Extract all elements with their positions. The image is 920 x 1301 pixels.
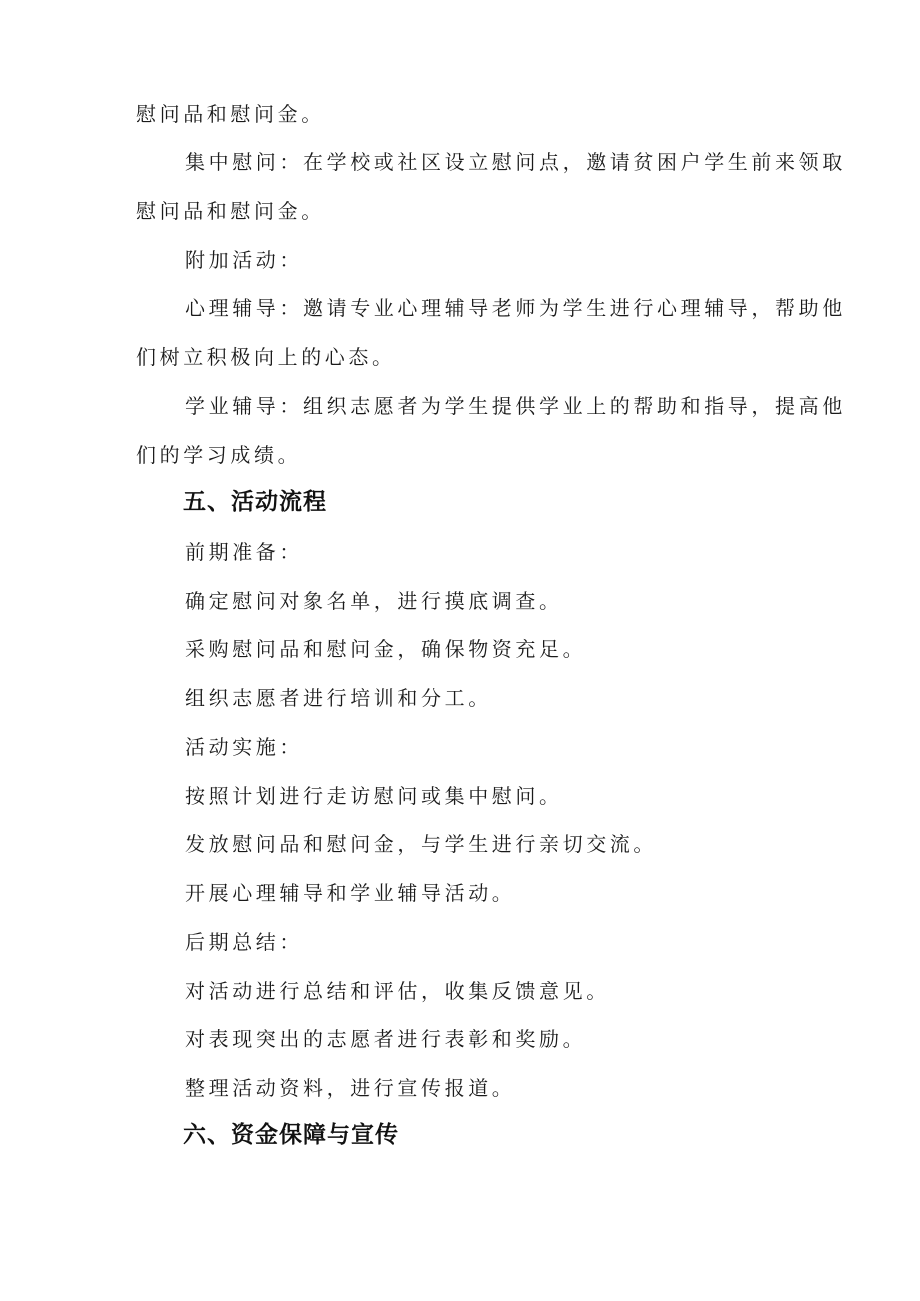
- section-heading-funding-and-publicity: 六、资金保障与宣传: [183, 1122, 399, 1148]
- paragraph-psychological-counseling-line1: 心理辅导：邀请专业心理辅导老师为学生进行心理辅导，帮助他: [185, 296, 846, 320]
- list-item: 采购慰问品和慰问金，确保物资充足。: [185, 637, 587, 661]
- list-item: 对表现突出的志愿者进行表彰和奖励。: [185, 1027, 587, 1051]
- paragraph-academic-tutoring-line1: 学业辅导：组织志愿者为学生提供学业上的帮助和指导，提高他: [185, 394, 846, 418]
- paragraph-psychological-counseling-line2: 们树立积极向上的心态。: [136, 345, 396, 369]
- paragraph-centralized-visit-line2: 慰问品和慰问金。: [136, 199, 325, 223]
- paragraph-additional-activities: 附加活动：: [185, 248, 303, 272]
- paragraph-academic-tutoring-line2: 们的学习成绩。: [136, 443, 302, 467]
- list-item: 整理活动资料，进行宣传报道。: [185, 1076, 516, 1100]
- list-item: 组织志愿者进行培训和分工。: [185, 686, 492, 710]
- list-item: 活动实施：: [185, 735, 303, 759]
- list-item: 按照计划进行走访慰问或集中慰问。: [185, 784, 563, 808]
- list-item: 发放慰问品和慰问金，与学生进行亲切交流。: [185, 832, 657, 856]
- section-heading-activity-process: 五、活动流程: [183, 489, 327, 515]
- paragraph-centralized-visit-line1: 集中慰问：在学校或社区设立慰问点，邀请贫困户学生前来领取: [185, 150, 846, 174]
- paragraph-continuation: 慰问品和慰问金。: [136, 102, 325, 126]
- list-item: 后期总结：: [185, 930, 303, 954]
- list-item: 确定慰问对象名单，进行摸底调查。: [185, 589, 563, 613]
- list-item: 对活动进行总结和评估，收集反馈意见。: [185, 979, 610, 1003]
- list-item: 开展心理辅导和学业辅导活动。: [185, 881, 516, 905]
- list-item: 前期准备：: [185, 540, 303, 564]
